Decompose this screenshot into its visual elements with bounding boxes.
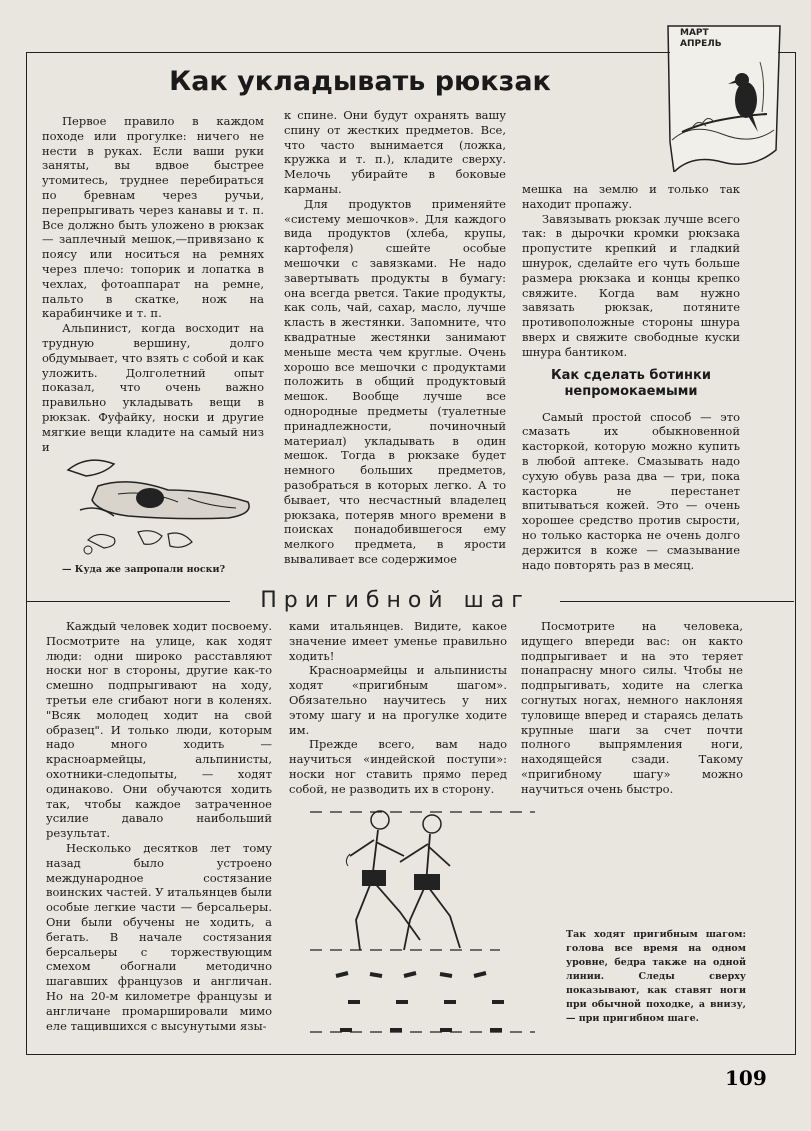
figures-caption: Так ходят пригибным шагом: голова все время на одном уровне, бедра также на одной линии. Следы сверху показывают, как ставят ноги при обычной походке, а внизу,— при пригибном шаге. <box>566 929 746 1024</box>
illustration-caption: — Куда же запропали носки? <box>62 564 226 575</box>
paragraph: Для продуктов применяйте «систему мешочков». Для каждого вида продуктов (хлеба, крупы, картофеля) сшейте особые мешочки с завязками. Не надо завертывать продукты в бумагу: она всегда рвется. Такие продукты, как соль, чай, сахар, масло, лучше класть в жестянки. Запомните, что квадратные жестянки занимают меньше места чем круглые. Очень хорошо все мешочки с продуктами положить в общий продуктовый мешок. Вообще лучше все однородные предметы (туалетные принадлежности, починочный материал) укладывать в один мешок. Тогда в рюкзаке будет немного больших предметов, разобраться в которых легко. А то бывает, что несчастный владелец рюкзака, потеряв много времени в поисках понадобившегося ему мелкого предмета, в ярости вываливает все содержимое <box>284 196 506 566</box>
paragraph: Красноармейцы и альпинисты ходят «пригибным шагом». Обязательно научитесь у них этому шагу и на прогулке ходите им. <box>289 663 507 737</box>
paragraph: к спине. Они будут охранять вашу спину от жестких предметов. Все, что часто вынимается (ложка, кружка и т. п.), кладите сверху. Мелочь убирайте в боковые карманы. <box>284 108 506 196</box>
calendar-month-1: МАРТ <box>680 28 709 38</box>
section-title: Пригибной шаг <box>230 588 560 613</box>
paragraph: Первое правило в каждом походе или прогулке: ничего не нести в руках. Если ваши руки заняты, вы вдвое быстрее утомитесь, труднее перебираться по бревнам через ручьи, перепрыгивать через канавы и т. п. Все должно быть уложено в рюкзак — заплечный мешок,—привязано к поясу или носиться на ремнях через плечо: топорик и лопатка в чехлах, фотоаппарат на ремне, пальто в скатке, нож на карабинчике и т. п. <box>42 114 264 321</box>
article3-column-3 <box>521 619 743 797</box>
walking-figures-illustration <box>300 800 545 1045</box>
page-number: 109 <box>725 1066 767 1090</box>
paragraph: Завязывать рюкзак лучше всего так: в дырочки кромки рюкзака пропустите крепкий и гладкий шнурок, сделайте его чуть больше размера рюкзака и концы крепко свяжите. Когда вам нужно завязать рюкзак, потяните противоположные стороны шнура вверх и свяжите свободные куски шнура бантиком. <box>522 211 740 359</box>
article-column-2 <box>284 108 506 567</box>
paragraph: Альпинист, когда восходит на трудную вершину, долго обдумывает, что взять с собой и как уложить. Долголетний опыт показал, что очень важно правильно укладывать вещи в рюкзак. Фуфайку, носки и другие мягкие вещи кладите на самый низ и <box>42 321 264 454</box>
paragraph: ками итальянцев. Видите, какое значение имеет уменье правильно ходить! <box>289 619 507 663</box>
section-heading: Как сделать ботинки непромокаемыми <box>551 367 711 399</box>
article-column-3 <box>522 182 740 572</box>
paragraph: мешка на землю и только так находит пропажу. <box>522 182 740 211</box>
paragraph: Самый простой способ — это смазать их обыкновенной касторкой, которую можно купить в любой аптеке. Смазывать надо сухую обувь раза два — три, пока касторка не перестанет впитываться кожей. Это — очень хорошее средство против сырости, но только касторка не очень долго держится в коже — смазывание надо повторять раз в месяц. <box>522 409 740 572</box>
paragraph: Каждый человек ходит посвоему. Посмотрите на улице, как ходят люди: одни широко расставляют носки ног в стороны, другие как-то смешно подпрыгивают на ходу, третьи еле сгибают ноги в коленях. "Всяк молодец ходит на свой образец". И только люди, которым надо много ходить — красноармейцы, альпинисты, охотники-следопыты, — ходят одинаково. Они обучаются ходить так, чтобы каждое затраченное усилие давало наибольший результат. <box>46 619 272 841</box>
calendar-months <box>680 28 722 50</box>
article-title: Как укладывать рюкзак <box>169 66 551 97</box>
calendar-month-2: АПРЕЛЬ <box>680 39 722 49</box>
paragraph: Несколько десятков лет тому назад было устроено международное состязание воинских частей. У итальянцев были особые легкие части — берсальеры. Они были обучены не ходить, а бегать. В начале состязания берсальеры с торжествующим смехом обогнали методично шагавших французов и англичан. Но на 20-м километре французы и англичане промаршировали мимо еле тащившихся с высунутыми язы- <box>46 840 272 1033</box>
article3-column-2 <box>289 619 507 797</box>
paragraph: Прежде всего, вам надо научиться «индейской поступи»: носки ног ставить прямо перед собой, не разводить их в сторону. <box>289 737 507 796</box>
article-column-1 <box>42 114 264 454</box>
article3-column-1 <box>46 619 272 1033</box>
rucksack-illustration <box>58 450 263 562</box>
paragraph: Посмотрите на человека, идущего впереди вас: он както подпрыгивает и на это теряет понапрасну много силы. Чтобы не подпрыгивать, ходите на слегка согнутых ногах, немного наклоняя туловище вперед и стараясь делать крупные шаги за счет почти полного выпрямления ноги, находящейся сзади. Такому «пригибному шагу» можно научиться очень быстро. <box>521 619 743 796</box>
